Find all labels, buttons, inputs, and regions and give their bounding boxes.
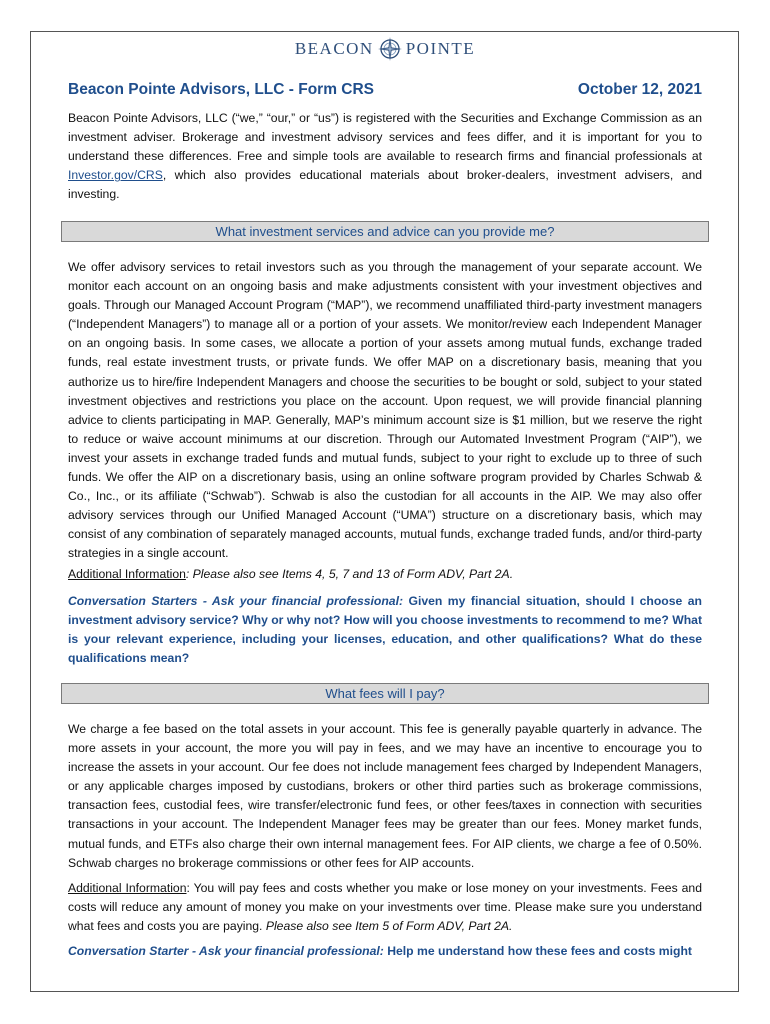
compass-icon (377, 36, 403, 62)
logo-text-left: BEACON (294, 39, 374, 58)
additional-info-label: Additional Information (68, 567, 186, 581)
services-body: We offer advisory services to retail investors such as you through the management of your separate account. We monitor each account on an ongoing basis and make adjustments consistent with your investment objectives and goals. Through our Managed Account Program (“MAP”), we recommend unaffiliated third-party investment managers (“Independent Managers”) to manage all or a portion of your assets. We monitor/review each Independent Manager on an ongoing basis. In some cases, we allocate a portion of your assets among mutual funds, exchange traded funds, real estate investment trusts, or private funds. We offer MAP on a discretionary basis, meaning that you authorize us to hire/fire Independent Managers and choose the securities to be bought or sold, subject to your stated investment objectives and restrictions you place on the account. Upon request, we will provide financial planning advice to clients participating in MAP. Generally, MAP’s minimum account size is $1 million, but we reserve the right to reduce or waive account minimums at our discretion. Through our Automated Investment Program (“AIP”), we invest your assets in exchange traded funds and mutual funds, subject to your right to exclude up to three of such funds. We offer the AIP on a discretionary basis, using an online software program provided by Charles Schwab & Co., Inc., or its affiliate (“Schwab”). Schwab is also the custodian for all accounts in the AIP. We may also offer advisory services through our Unified Managed Account (“UMA”) structure on a discretionary basis, which may consist of any combination of separately managed accounts, mutual funds, exchange traded funds, and/or third-party strategies in a single account. (68, 260, 702, 561)
investor-gov-link[interactable]: Investor.gov/CRS (68, 168, 163, 183)
section-header-services: What investment services and advice can you provide me? (61, 221, 709, 242)
document-title: Beacon Pointe Advisors, LLC - Form CRS (68, 81, 375, 98)
fees-additional-text: : You will pay fees and costs whether you make or lose money on your investments. Fees and costs will reduce any amount of money you make on your investments over time. Please make sure you understand what fees and costs you are paying. (68, 881, 702, 934)
beacon-pointe-logo (0, 36, 770, 64)
logo-text-right: POINTE (405, 39, 476, 58)
intro-text-end: , which also provides educational materials about broker-dealers, investment advisers, and investing. (68, 168, 702, 202)
fees-additional-label: Additional Information (68, 881, 187, 895)
additional-info-text: : Please also see Items 4, 5, 7 and 13 of Form ADV, Part 2A. (185, 567, 514, 581)
fees-body: We charge a fee based on the total assets in your account. This fee is generally payable quarterly in advance. The more assets in your account, the more you will pay in fees, and we may have an incentive to encourage you to increase the assets in your account. Our fee does not include management fees charged by Independent Managers, or any applicable charges imposed by custodians, brokers or other third parties such as brokerage commissions, transaction fees, custodial fees, wire transfer/electronic fund fees, or other fees/taxes in connection with securities transactions in your account. The Independent Manager fees may be greater than our fees. Money market funds, mutual funds, and ETFs also charge their own internal management fees. For AIP clients, we charge a fee of 0.50%. Schwab charges no brokerage commissions or other fees for AIP accounts. (68, 722, 702, 870)
conversation-lead: Conversation Starters - Ask your financial professional: (68, 594, 404, 608)
fees-additional-info (68, 879, 702, 936)
fees-additional-italic: Please also see Item 5 of Form ADV, Part 2A. (265, 919, 513, 934)
intro-paragraph (68, 109, 702, 204)
conversation-text: Given my financial situation, should I choose an investment advisory service? Why or why not? How will you choose investments to recommend to me? What is your relevant experience, including your licenses, education, and other qualifications? What do these qualifications mean? (68, 594, 702, 666)
services-conversation-starters (68, 592, 702, 668)
intro-text: Beacon Pointe Advisors, LLC (“we,” “our,” or “us”) is registered with the Securities and Exchange Commission as an investment adviser. Brokerage and investment advisory services and fees differ, and it is important for you to understand these differences. Free and simple tools are available to research firms and financial professionals at (68, 111, 702, 164)
section-header-fees: What fees will I pay? (61, 683, 709, 704)
fees-conversation-lead: Conversation Starter - Ask your financial professional: (68, 944, 384, 958)
fees-conversation-starter (68, 942, 702, 961)
document-date: October 12, 2021 (577, 81, 702, 98)
fees-conversation-text: Help me understand how these fees and costs might (383, 944, 692, 958)
services-additional-info (68, 565, 702, 584)
